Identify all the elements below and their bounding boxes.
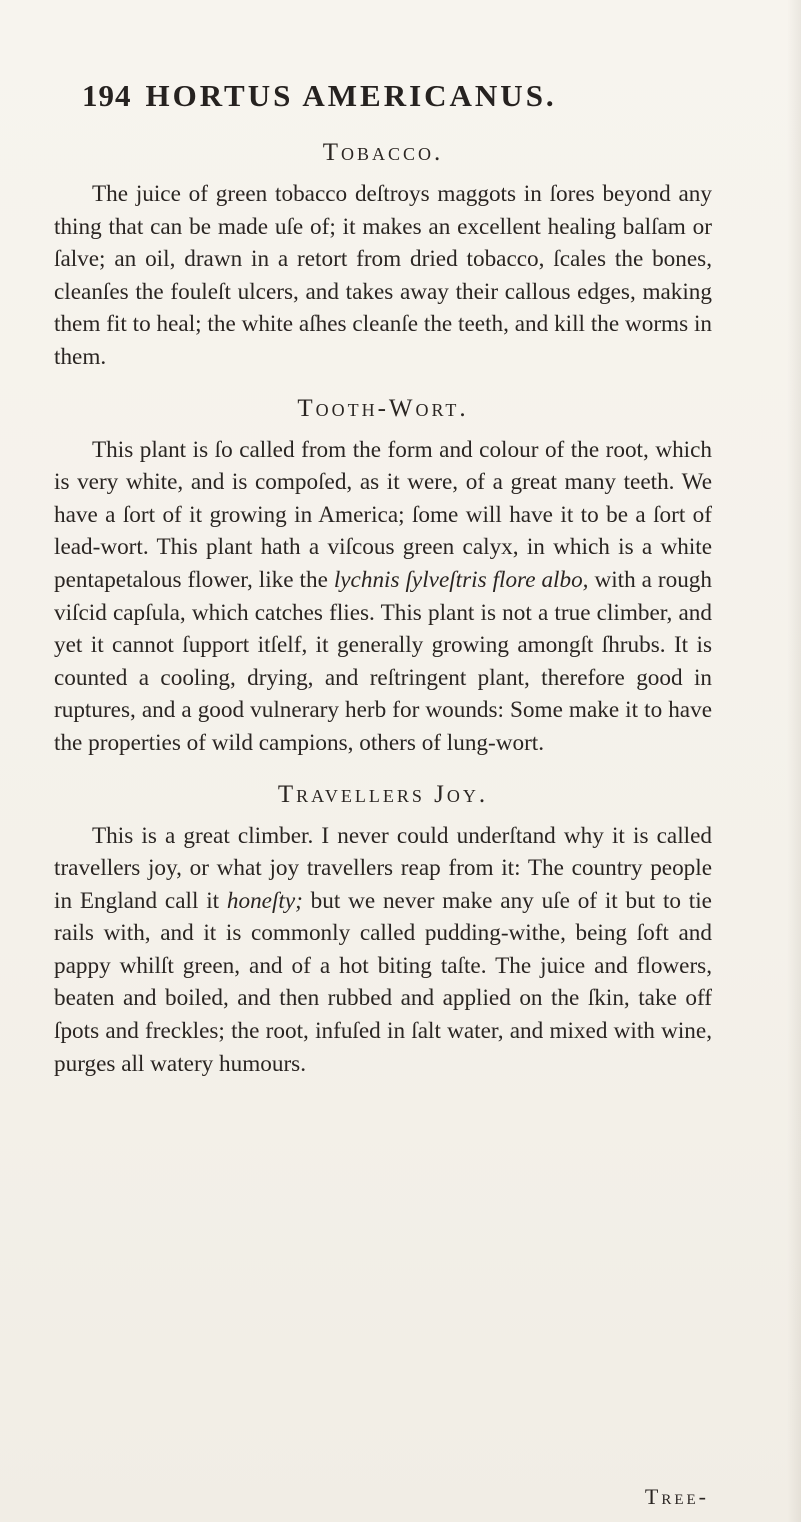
section-paragraph-tobacco: The juice of green tobacco deſtroys maggots in ſores beyond any thing that can be made uſe of; it makes an excellent healing balſam or ſalve; an oil, drawn in a retort from dried tobacco, ſcales the bones, cleanſes the fouleſt ulcers, and takes away their callous edges, making them fit to heal; the white aſhes cleanſe the teeth, and kill the worms in them. [54, 181, 712, 370]
common-name-italic: honeſty; [226, 887, 303, 914]
section-paragraph-travellers-joy [54, 820, 712, 1081]
paragraph-text: with a rough viſcid capſula, which catches flies. This plant is not a true climber, and yet it cannot ſupport itſelf, it generally growing amongſt ſhrubs. It is counted a cooling, drying, and reſtringent plant, therefore good in ruptures, and a good vulnerary herb for wounds: Some make it to have the properties of wild campions, others of lung-wort. [54, 566, 712, 756]
latin-plant-name: lychnis ſylveſtris flore albo, [333, 566, 589, 593]
running-title: HORTUS AMERICANUS. [145, 78, 557, 113]
page-number: 194 [82, 78, 132, 113]
text-block [54, 118, 712, 1080]
paragraph-text: This plant is ſo called from the form and colour of the root, which is very white, and is compoſed, as it were, of a great many teeth. We have a ſort of it growing in America; ſome will have it to be a ſort of lead-wort. This plant hath a viſcous green calyx, in which is a white pentapetalous flower, like the [54, 436, 712, 593]
running-head [82, 78, 722, 114]
catchword: Tree- [644, 1484, 709, 1509]
section-paragraph-tooth-wort [54, 434, 712, 760]
section-heading-tooth-wort: Tooth-Wort. [297, 394, 469, 422]
paragraph-text: This is a great climber. I never could underſtand why it is called travellers joy, or what joy travellers reap from it: The country people in England call it [54, 822, 712, 914]
paragraph-text: but we never make any uſe of it but to tie rails with, and it is commonly called pudding-withe, being ſoft and pappy whilſt green, and of a hot biting taſte. The juice and flowers, beaten and boiled, and then rubbed and applied on the ſkin, take off ſpots and freckles; the root, infuſed in ſalt water, and mixed with wine, purges all watery humours. [54, 887, 712, 1077]
section-heading-travellers-joy: Travellers Joy. [277, 780, 489, 808]
section-heading-tobacco: Tobacco. [322, 139, 444, 166]
page-edge-shadow [787, 0, 801, 1522]
